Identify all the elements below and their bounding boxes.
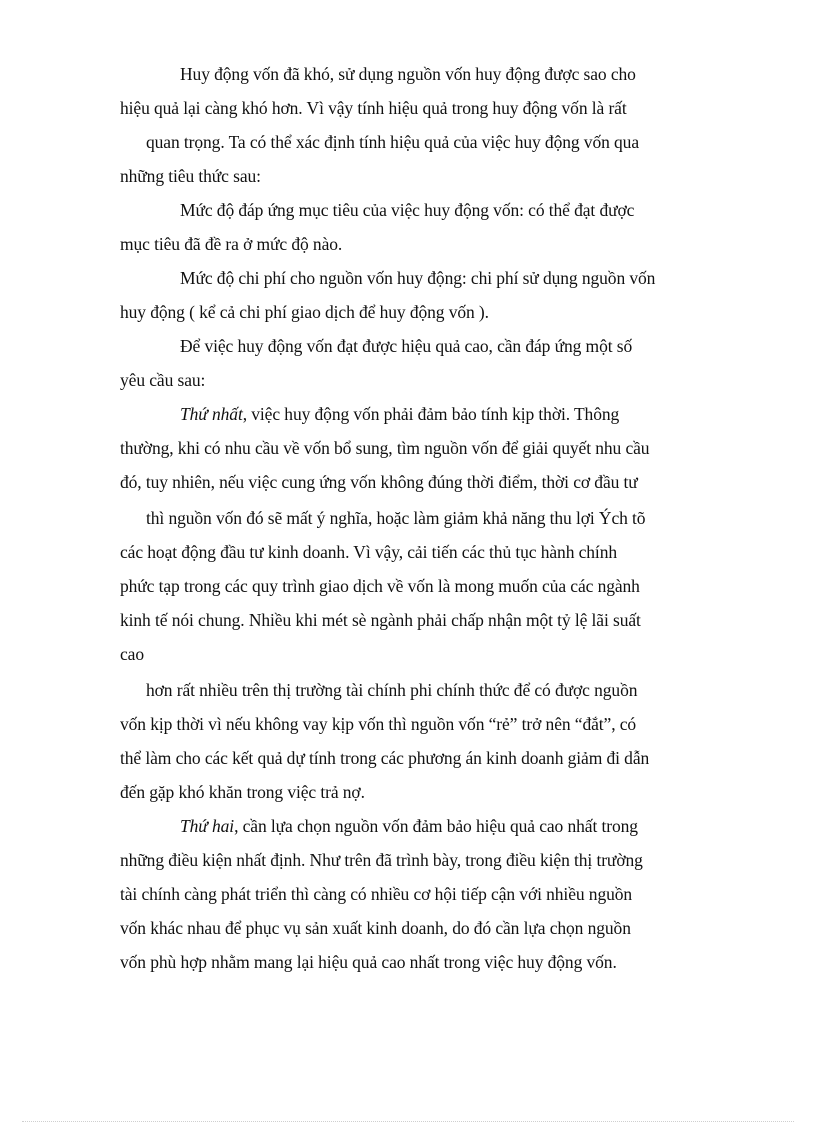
text-line: huy động ( kể cả chi phí giao dịch để huy động vốn ). (120, 302, 489, 322)
text-line: hiệu quả lại càng khó hơn. Vì vậy tính hiệu quả trong huy động vốn là rất (120, 98, 627, 118)
text-line: quan trọng. Ta có thể xác định tính hiệu quả của việc huy động vốn qua (146, 132, 639, 152)
line-rest: , cần lựa chọn nguồn vốn đảm bảo hiệu quả cao nhất trong (234, 816, 638, 836)
page-bottom-rule (22, 1121, 794, 1122)
text-line (180, 404, 619, 424)
text-line: yêu cầu sau: (120, 370, 206, 390)
text-line: mục tiêu đã đề ra ở mức độ nào. (120, 234, 343, 254)
text-line: các hoạt động đầu tư kinh doanh. Vì vậy, cải tiến các thủ tục hành chính (120, 542, 617, 562)
text-line: phức tạp trong các quy trình giao dịch về vốn là mong muốn của các ngành (120, 576, 640, 596)
italic-lead: Thứ nhất (180, 404, 243, 424)
text-line: hơn rất nhiều trên thị trường tài chính phi chính thức để có được nguồn (146, 680, 638, 700)
text-line: thường, khi có nhu cầu về vốn bổ sung, tìm nguồn vốn để giải quyết nhu cầu (120, 438, 650, 458)
text-line: vốn khác nhau để phục vụ sản xuất kinh doanh, do đó cần lựa chọn nguồn (120, 918, 631, 938)
text-line: Mức độ chi phí cho nguồn vốn huy động: chi phí sử dụng nguồn vốn (180, 268, 656, 288)
text-line: vốn kịp thời vì nếu không vay kịp vốn thì nguồn vốn “rẻ” trở nên “đắt”, có (120, 714, 637, 734)
text-line: vốn phù hợp nhằm mang lại hiệu quả cao nhất trong việc huy động vốn. (120, 952, 617, 972)
text-line: Huy động vốn đã khó, sử dụng nguồn vốn huy động được sao cho (180, 64, 636, 84)
italic-lead: Thứ hai (180, 816, 235, 836)
text-line (180, 816, 638, 836)
text-line: tài chính càng phát triển thì càng có nhiều cơ hội tiếp cận với nhiều nguồn (120, 884, 633, 904)
text-line: Để việc huy động vốn đạt được hiệu quả cao, cần đáp ứng một số (180, 336, 633, 356)
text-line: đó, tuy nhiên, nếu việc cung ứng vốn không đúng thời điểm, thời cơ đầu tư (120, 472, 638, 492)
text-line: những điều kiện nhất định. Như trên đã trình bày, trong điều kiện thị trường (120, 850, 643, 870)
text-line: kinh tế nói chung. Nhiều khi mét sè ngành phải chấp nhận một tỷ lệ lãi suất (120, 610, 641, 630)
line-rest: , việc huy động vốn phải đảm bảo tính kịp thời. Thông (242, 404, 620, 424)
text-line: thể làm cho các kết quả dự tính trong các phương án kinh doanh giảm đi dẫn (120, 748, 650, 768)
text-line: cao (120, 644, 144, 664)
text-line: thì nguồn vốn đó sẽ mất ý nghĩa, hoặc làm giảm khả năng thu lợi Ých tõ (146, 508, 646, 528)
text-line: Mức độ đáp ứng mục tiêu của việc huy động vốn: có thể đạt được (180, 200, 635, 220)
text-line: đến gặp khó khăn trong việc trả nợ. (120, 782, 365, 802)
text-line: những tiêu thức sau: (120, 166, 261, 186)
